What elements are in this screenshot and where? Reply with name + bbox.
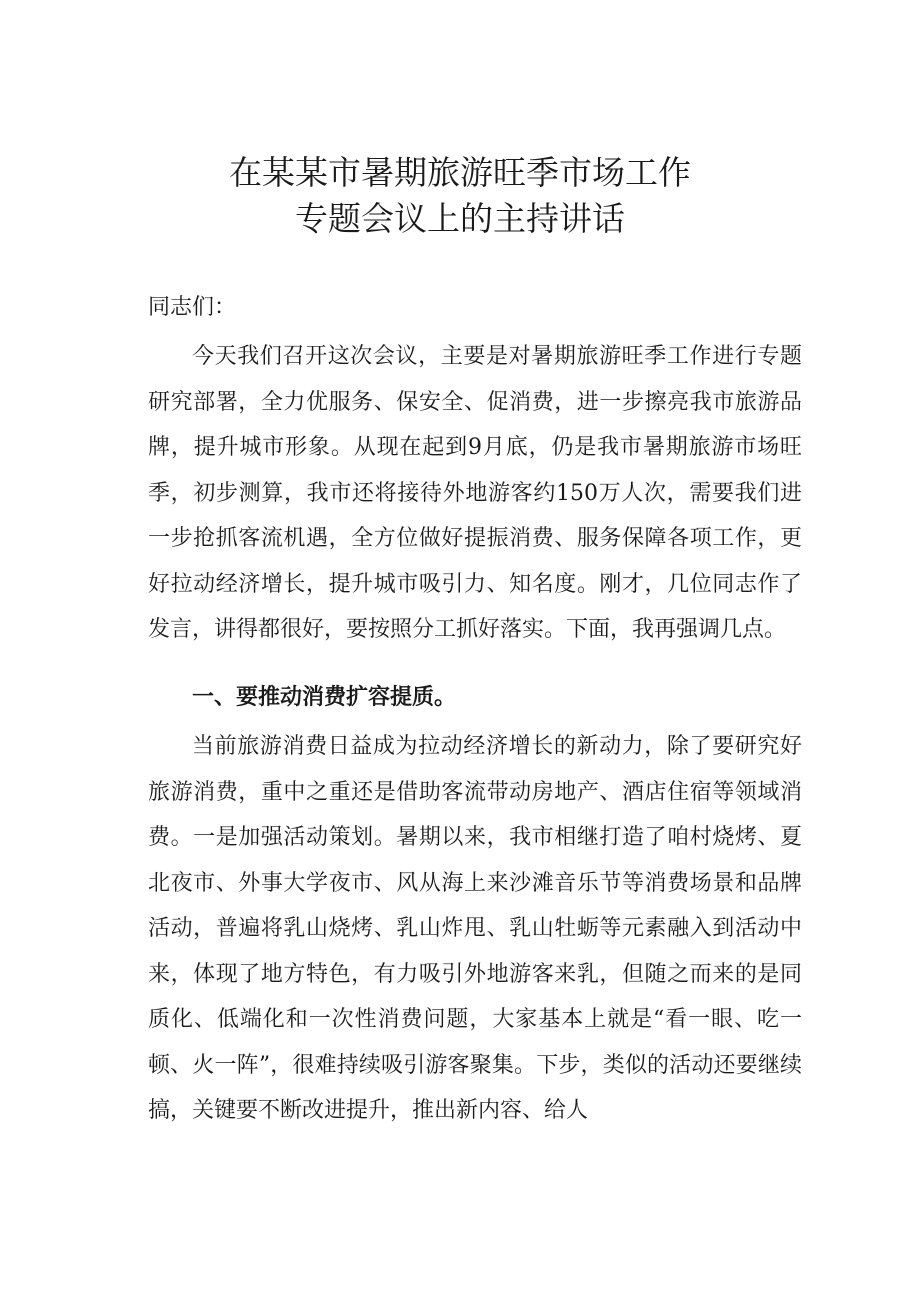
- document-title: [0, 150, 920, 242]
- title-line-2: 专题会议上的主持讲话: [295, 199, 625, 238]
- title-line-1: 在某某市暑期旅游旺季市场工作: [229, 153, 691, 192]
- section-heading-1: 一、要推动消费扩容提质。: [192, 685, 457, 710]
- salutation: 同志们：: [148, 295, 237, 320]
- opening-paragraph: 今天我们召开这次会议，主要是对暑期旅游旺季工作进行专题研究部署，全力优服务、保安全、促消费，进一步擦亮我市旅游品牌，提升城市形象。从现在起到9月底，仍是我市暑期旅游市场旺季，初步测算，我市还将接待外地游客约150万人次，需要我们进一步抢抓客流机遇，全方位做好提振消费、服务保障各项工作，更好拉动经济增长，提升城市吸引力、知名度。刚才，几位同志作了发言，讲得都很好，要按照分工抓好落实。下面，我再强调几点。: [148, 344, 802, 642]
- section-1-paragraph: 当前旅游消费日益成为拉动经济增长的新动力，除了要研究好旅游消费，重中之重还是借助客流带动房地产、酒店住宿等领域消费。一是加强活动策划。暑期以来，我市相继打造了咱村烧烤、夏北夜市、外事大学夜市、风从海上来沙滩音乐节等消费场景和品牌活动，普遍将乳山烧烤、乳山炸甩、乳山牡蛎等元素融入到活动中来，体现了地方特色，有力吸引外地游客来乳，但随之而来的是同质化、低端化和一次性消费问题，大家基本上就是“看一眼、吃一顿、火一阵”，很难持续吸引游客聚集。下步，类似的活动还要继续搞，关键要不断改进提升，推出新内容、给人: [148, 734, 802, 1123]
